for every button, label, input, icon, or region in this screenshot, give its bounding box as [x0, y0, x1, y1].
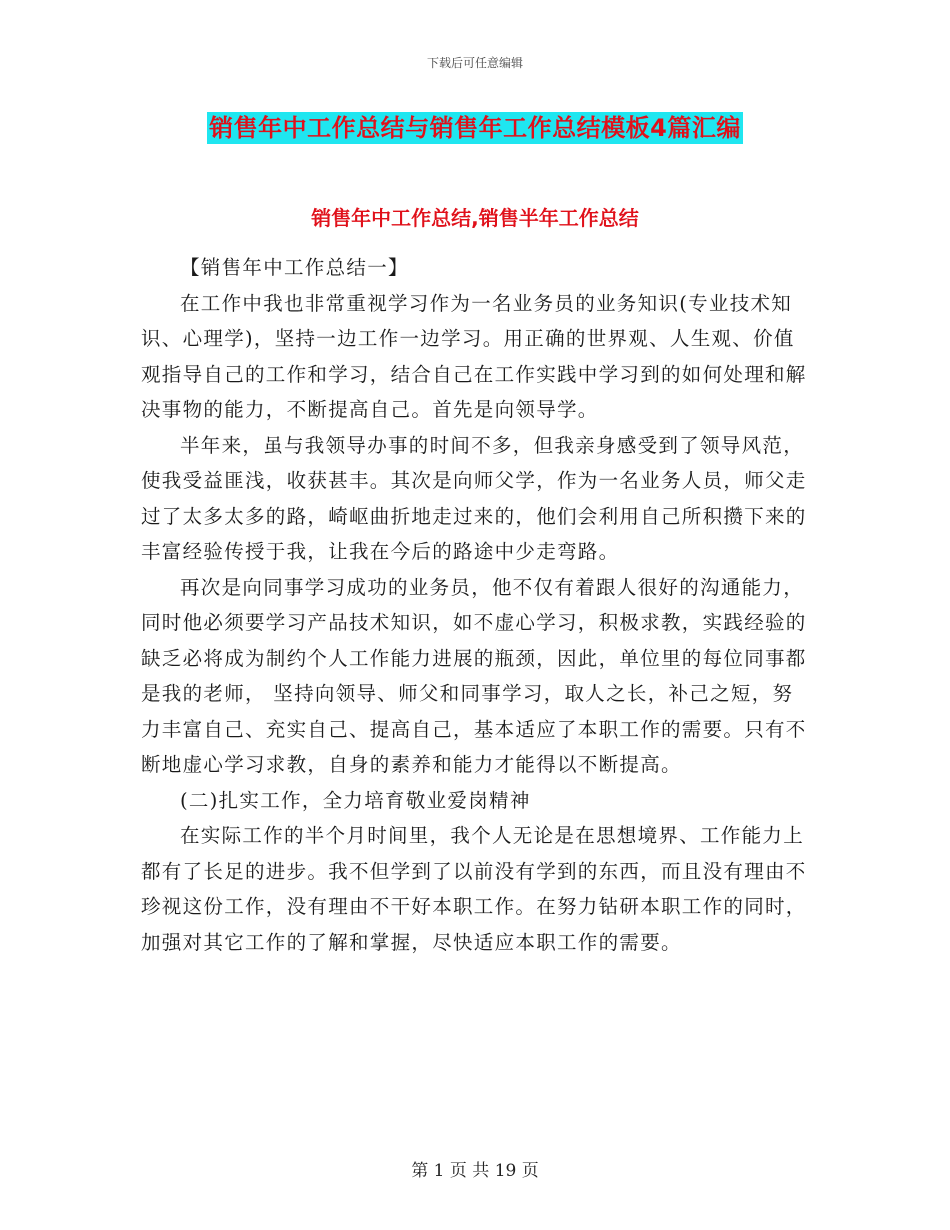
page-number: 第 1 页 共 19 页 [411, 1161, 539, 1181]
header-note: 下载后可任意编辑 [426, 56, 523, 70]
paragraph: 半年来，虽与我领导办事的时间不多，但我亲身感受到了领导风范，使我受益匪浅，收获甚丰。其次是向师父学，作为一名业务人员，师父走过了太多太多的路，崎岖曲折地走过来的，他们会利用自己所积攒下来的丰富经验传授于我，让我在今后的路途中少走弯路。 [141, 433, 807, 563]
section-heading: (二)扎实工作，全力培育敬业爱岗精神 [180, 788, 531, 812]
paragraph: 再次是向同事学习成功的业务员，他不仅有着跟人很好的沟通能力，同时他必须要学习产品技术知识，如不虚心学习，积极求教，实践经验的缺乏必将成为制约个人工作能力进展的瓶颈，因此，单位里的每位同事都是我的老师， 坚持向领导、师父和同事学习，取人之长，补己之短，努力丰富自己、充实自己、提高自己，基本适应了本职工作的需要。只有不断地虚心学习求教，自身的素养和能力才能得以不断提高。 [141, 575, 807, 776]
section-heading: 【销售年中工作总结一】 [180, 256, 409, 279]
paragraph: 在实际工作的半个月时间里，我个人无论是在思想境界、工作能力上都有了长足的进步。我不但学到了以前没有学到的东西，而且没有理由不珍视这份工作，没有理由不干好本职工作。在努力钻研本职工作的同时，加强对其它工作的了解和掌握，尽快适应本职工作的需要。 [141, 824, 807, 954]
document-title: 销售年中工作总结与销售年工作总结模板4篇汇编 [209, 114, 741, 142]
paragraph: 在工作中我也非常重视学习作为一名业务员的业务知识(专业技术知识、心理学)，坚持一边工作一边学习。用正确的世界观、人生观、价值观指导自己的工作和学习，结合自己在工作实践中学习到的如何处理和解决事物的能力，不断提高自己。首先是向领导学。 [141, 291, 807, 421]
title-wrapper [0, 112, 950, 144]
document-body [141, 250, 811, 960]
document-subtitle: 销售年中工作总结,销售半年工作总结 [311, 206, 639, 230]
